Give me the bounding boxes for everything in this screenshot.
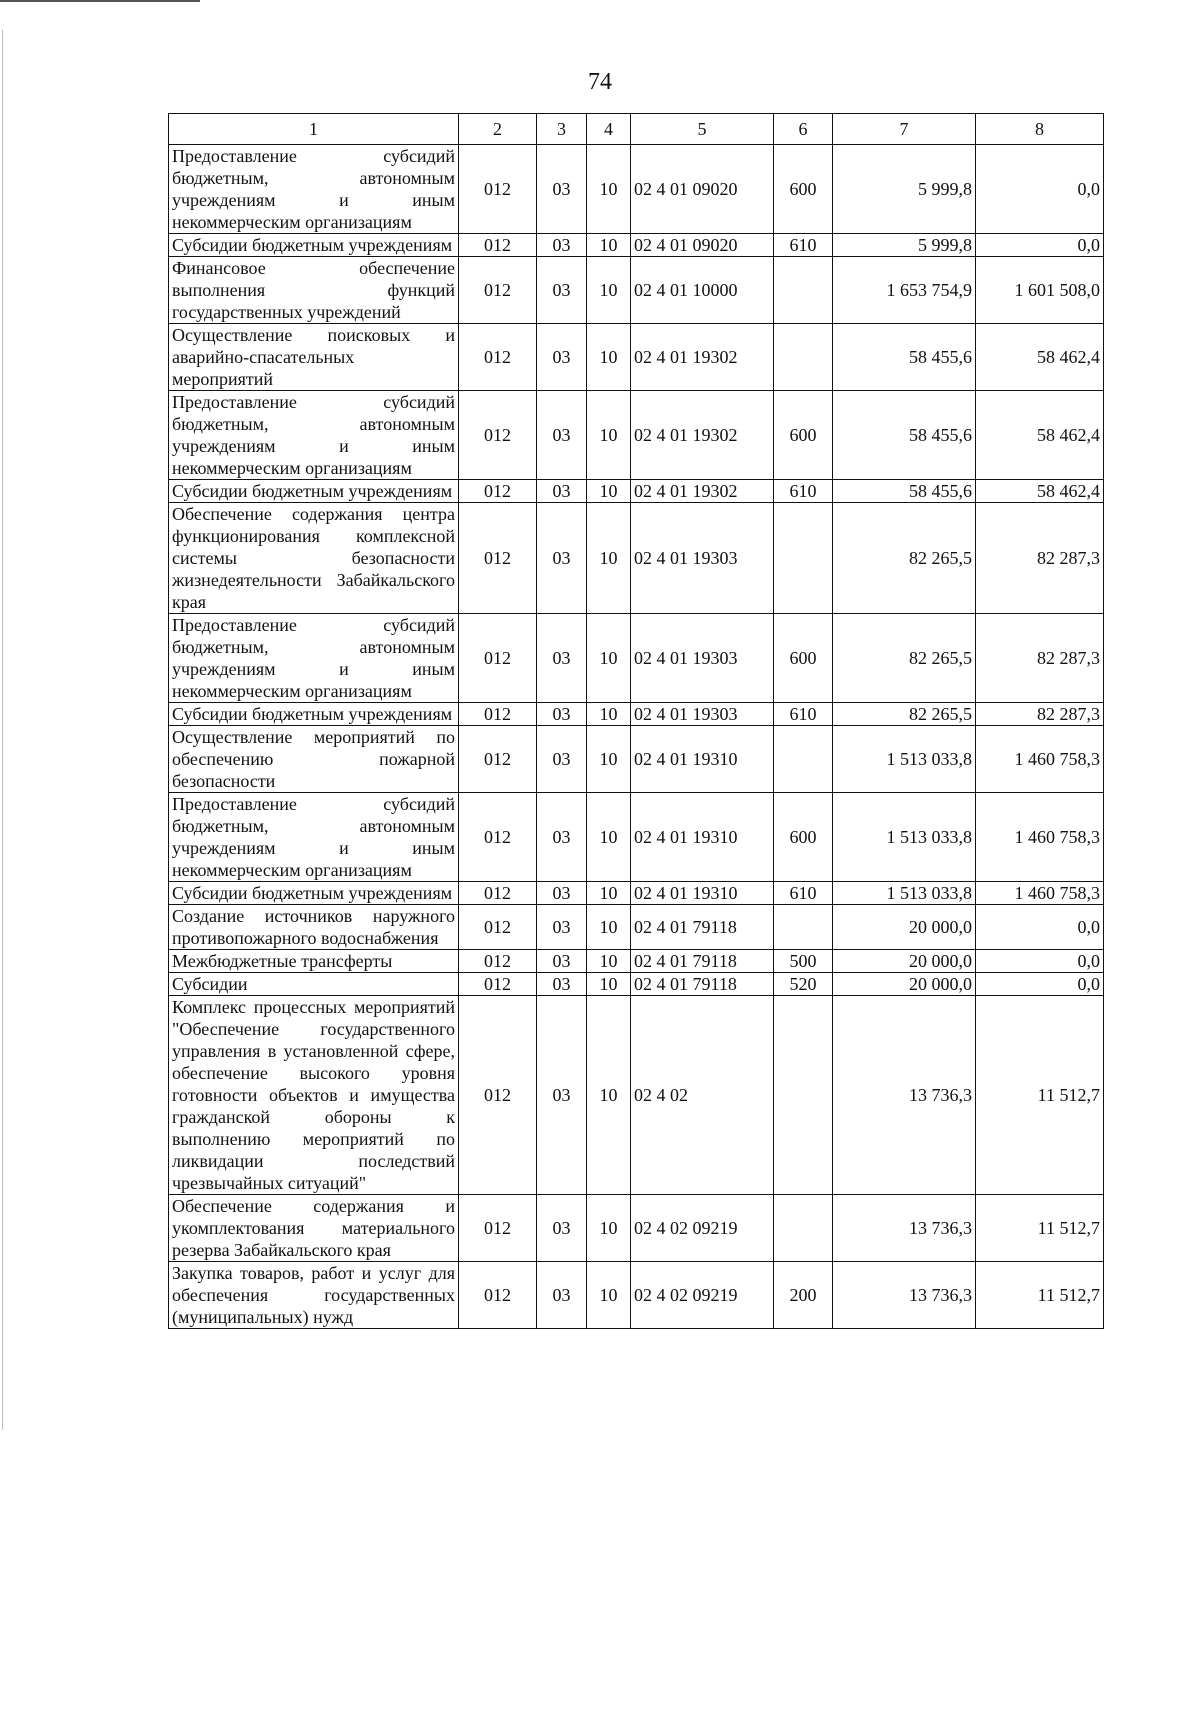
column-header-3: 3 (537, 114, 587, 145)
row-name-cell: Предоставление субсидий бюджетным, автономным учреждениям и иным некоммерческим организациям (169, 793, 459, 882)
section-code-cell: 03 (537, 793, 587, 882)
ministry-code-cell: 012 (459, 703, 537, 726)
ministry-code-cell: 012 (459, 996, 537, 1195)
section-code-cell: 03 (537, 950, 587, 973)
target-article-cell: 02 4 02 (631, 996, 774, 1195)
amount-col7-cell: 1 513 033,8 (833, 882, 976, 905)
expense-type-cell: 610 (774, 480, 833, 503)
row-name-cell: Межбюджетные трансферты (169, 950, 459, 973)
table-row (169, 973, 1104, 996)
expense-type-cell: 600 (774, 614, 833, 703)
amount-col8-cell: 0,0 (976, 145, 1104, 234)
expense-type-cell: 610 (774, 234, 833, 257)
section-code-cell: 03 (537, 703, 587, 726)
section-code-cell: 03 (537, 480, 587, 503)
section-code-cell: 03 (537, 234, 587, 257)
amount-col8-cell: 58 462,4 (976, 324, 1104, 391)
target-article-cell: 02 4 01 19302 (631, 480, 774, 503)
ministry-code-cell: 012 (459, 234, 537, 257)
table-row (169, 1262, 1104, 1329)
target-article-cell: 02 4 02 09219 (631, 1195, 774, 1262)
expense-type-cell (774, 1195, 833, 1262)
target-article-cell: 02 4 01 19302 (631, 391, 774, 480)
expense-type-cell: 610 (774, 882, 833, 905)
subsection-code-cell: 10 (587, 1262, 631, 1329)
table-body (169, 145, 1104, 1329)
amount-col8-cell: 82 287,3 (976, 614, 1104, 703)
row-name-cell: Субсидии (169, 973, 459, 996)
amount-col8-cell: 1 601 508,0 (976, 257, 1104, 324)
expense-type-cell (774, 726, 833, 793)
amount-col7-cell: 58 455,6 (833, 391, 976, 480)
target-article-cell: 02 4 01 19310 (631, 726, 774, 793)
table-row (169, 996, 1104, 1195)
page-number: 74 (588, 69, 612, 95)
expense-type-cell: 500 (774, 950, 833, 973)
section-code-cell: 03 (537, 882, 587, 905)
amount-col8-cell: 1 460 758,3 (976, 726, 1104, 793)
subsection-code-cell: 10 (587, 726, 631, 793)
ministry-code-cell: 012 (459, 726, 537, 793)
table-row (169, 882, 1104, 905)
target-article-cell: 02 4 01 10000 (631, 257, 774, 324)
column-header-5: 5 (631, 114, 774, 145)
row-name-cell: Субсидии бюджетным учреждениям (169, 703, 459, 726)
table-row (169, 1195, 1104, 1262)
row-name-cell: Создание источников наружного противопожарного водоснабжения (169, 905, 459, 950)
amount-col8-cell: 0,0 (976, 973, 1104, 996)
subsection-code-cell: 10 (587, 145, 631, 234)
expense-type-cell: 600 (774, 391, 833, 480)
ministry-code-cell: 012 (459, 257, 537, 324)
budget-table (168, 113, 1104, 1329)
table-row (169, 703, 1104, 726)
ministry-code-cell: 012 (459, 905, 537, 950)
target-article-cell: 02 4 01 09020 (631, 145, 774, 234)
expense-type-cell: 200 (774, 1262, 833, 1329)
amount-col7-cell: 1 513 033,8 (833, 726, 976, 793)
amount-col8-cell: 11 512,7 (976, 996, 1104, 1195)
section-code-cell: 03 (537, 503, 587, 614)
row-name-cell: Осуществление мероприятий по обеспечению пожарной безопасности (169, 726, 459, 793)
section-code-cell: 03 (537, 391, 587, 480)
column-header-2: 2 (459, 114, 537, 145)
top-edge-rule (0, 0, 200, 2)
section-code-cell: 03 (537, 996, 587, 1195)
subsection-code-cell: 10 (587, 703, 631, 726)
target-article-cell: 02 4 02 09219 (631, 1262, 774, 1329)
table-row (169, 324, 1104, 391)
amount-col7-cell: 82 265,5 (833, 503, 976, 614)
amount-col8-cell: 82 287,3 (976, 703, 1104, 726)
expense-type-cell (774, 996, 833, 1195)
amount-col7-cell: 58 455,6 (833, 324, 976, 391)
subsection-code-cell: 10 (587, 257, 631, 324)
subsection-code-cell: 10 (587, 973, 631, 996)
expense-type-cell (774, 503, 833, 614)
amount-col8-cell: 82 287,3 (976, 503, 1104, 614)
ministry-code-cell: 012 (459, 614, 537, 703)
amount-col7-cell: 1 653 754,9 (833, 257, 976, 324)
target-article-cell: 02 4 01 19303 (631, 614, 774, 703)
subsection-code-cell: 10 (587, 480, 631, 503)
target-article-cell: 02 4 01 19310 (631, 793, 774, 882)
amount-col7-cell: 1 513 033,8 (833, 793, 976, 882)
section-code-cell: 03 (537, 973, 587, 996)
column-header-4: 4 (587, 114, 631, 145)
table-row (169, 257, 1104, 324)
section-code-cell: 03 (537, 257, 587, 324)
column-header-6: 6 (774, 114, 833, 145)
section-code-cell: 03 (537, 145, 587, 234)
amount-col8-cell: 11 512,7 (976, 1195, 1104, 1262)
section-code-cell: 03 (537, 324, 587, 391)
subsection-code-cell: 10 (587, 234, 631, 257)
expense-type-cell: 520 (774, 973, 833, 996)
target-article-cell: 02 4 01 19302 (631, 324, 774, 391)
target-article-cell: 02 4 01 79118 (631, 973, 774, 996)
table-row (169, 234, 1104, 257)
row-name-cell: Финансовое обеспечение выполнения функций государственных учреждений (169, 257, 459, 324)
target-article-cell: 02 4 01 09020 (631, 234, 774, 257)
amount-col7-cell: 13 736,3 (833, 1195, 976, 1262)
amount-col7-cell: 20 000,0 (833, 973, 976, 996)
ministry-code-cell: 012 (459, 1195, 537, 1262)
subsection-code-cell: 10 (587, 391, 631, 480)
amount-col7-cell: 82 265,5 (833, 703, 976, 726)
row-name-cell: Осуществление поисковых и аварийно-спасательных мероприятий (169, 324, 459, 391)
table-row (169, 145, 1104, 234)
section-code-cell: 03 (537, 905, 587, 950)
amount-col7-cell: 5 999,8 (833, 234, 976, 257)
amount-col8-cell: 1 460 758,3 (976, 793, 1104, 882)
amount-col8-cell: 58 462,4 (976, 480, 1104, 503)
ministry-code-cell: 012 (459, 882, 537, 905)
table-row (169, 614, 1104, 703)
subsection-code-cell: 10 (587, 793, 631, 882)
ministry-code-cell: 012 (459, 793, 537, 882)
left-edge-rule (2, 30, 3, 1430)
row-name-cell: Обеспечение содержания центра функционирования комплексной системы безопасности жизнедеятельности Забайкальского края (169, 503, 459, 614)
table-row (169, 726, 1104, 793)
table-row (169, 391, 1104, 480)
subsection-code-cell: 10 (587, 996, 631, 1195)
expense-type-cell (774, 324, 833, 391)
table-row (169, 950, 1104, 973)
target-article-cell: 02 4 01 79118 (631, 905, 774, 950)
target-article-cell: 02 4 01 19310 (631, 882, 774, 905)
ministry-code-cell: 012 (459, 503, 537, 614)
subsection-code-cell: 10 (587, 324, 631, 391)
table-row (169, 793, 1104, 882)
expense-type-cell (774, 257, 833, 324)
subsection-code-cell: 10 (587, 503, 631, 614)
subsection-code-cell: 10 (587, 905, 631, 950)
subsection-code-cell: 10 (587, 950, 631, 973)
target-article-cell: 02 4 01 19303 (631, 503, 774, 614)
section-code-cell: 03 (537, 1262, 587, 1329)
amount-col7-cell: 58 455,6 (833, 480, 976, 503)
row-name-cell: Предоставление субсидий бюджетным, автономным учреждениям и иным некоммерческим организациям (169, 391, 459, 480)
subsection-code-cell: 10 (587, 882, 631, 905)
expense-type-cell: 600 (774, 145, 833, 234)
table-row (169, 480, 1104, 503)
row-name-cell: Предоставление субсидий бюджетным, автономным учреждениям и иным некоммерческим организациям (169, 614, 459, 703)
amount-col8-cell: 0,0 (976, 905, 1104, 950)
ministry-code-cell: 012 (459, 391, 537, 480)
ministry-code-cell: 012 (459, 324, 537, 391)
table-row (169, 905, 1104, 950)
amount-col7-cell: 13 736,3 (833, 996, 976, 1195)
column-header-7: 7 (833, 114, 976, 145)
amount-col8-cell: 11 512,7 (976, 1262, 1104, 1329)
table-header (169, 114, 1104, 145)
table-row (169, 503, 1104, 614)
amount-col8-cell: 0,0 (976, 950, 1104, 973)
amount-col7-cell: 20 000,0 (833, 950, 976, 973)
ministry-code-cell: 012 (459, 973, 537, 996)
header-row (169, 114, 1104, 145)
amount-col7-cell: 5 999,8 (833, 145, 976, 234)
amount-col8-cell: 58 462,4 (976, 391, 1104, 480)
amount-col7-cell: 20 000,0 (833, 905, 976, 950)
row-name-cell: Субсидии бюджетным учреждениям (169, 480, 459, 503)
ministry-code-cell: 012 (459, 1262, 537, 1329)
ministry-code-cell: 012 (459, 145, 537, 234)
amount-col7-cell: 13 736,3 (833, 1262, 976, 1329)
ministry-code-cell: 012 (459, 480, 537, 503)
subsection-code-cell: 10 (587, 1195, 631, 1262)
row-name-cell: Обеспечение содержания и укомплектования материального резерва Забайкальского края (169, 1195, 459, 1262)
row-name-cell: Субсидии бюджетным учреждениям (169, 234, 459, 257)
column-header-8: 8 (976, 114, 1104, 145)
column-header-1: 1 (169, 114, 459, 145)
row-name-cell: Закупка товаров, работ и услуг для обеспечения государственных (муниципальных) нужд (169, 1262, 459, 1329)
section-code-cell: 03 (537, 1195, 587, 1262)
row-name-cell: Комплекс процессных мероприятий "Обеспечение государственного управления в установленной сфере, обеспечение высокого уровня готовности объектов и имущества гражданской обороны к выполнению мероприятий по ликвидации последствий чрезвычайных ситуаций" (169, 996, 459, 1195)
amount-col8-cell: 1 460 758,3 (976, 882, 1104, 905)
subsection-code-cell: 10 (587, 614, 631, 703)
target-article-cell: 02 4 01 19303 (631, 703, 774, 726)
row-name-cell: Предоставление субсидий бюджетным, автономным учреждениям и иным некоммерческим организациям (169, 145, 459, 234)
expense-type-cell (774, 905, 833, 950)
ministry-code-cell: 012 (459, 950, 537, 973)
target-article-cell: 02 4 01 79118 (631, 950, 774, 973)
section-code-cell: 03 (537, 614, 587, 703)
row-name-cell: Субсидии бюджетным учреждениям (169, 882, 459, 905)
expense-type-cell: 610 (774, 703, 833, 726)
section-code-cell: 03 (537, 726, 587, 793)
amount-col8-cell: 0,0 (976, 234, 1104, 257)
expense-type-cell: 600 (774, 793, 833, 882)
amount-col7-cell: 82 265,5 (833, 614, 976, 703)
